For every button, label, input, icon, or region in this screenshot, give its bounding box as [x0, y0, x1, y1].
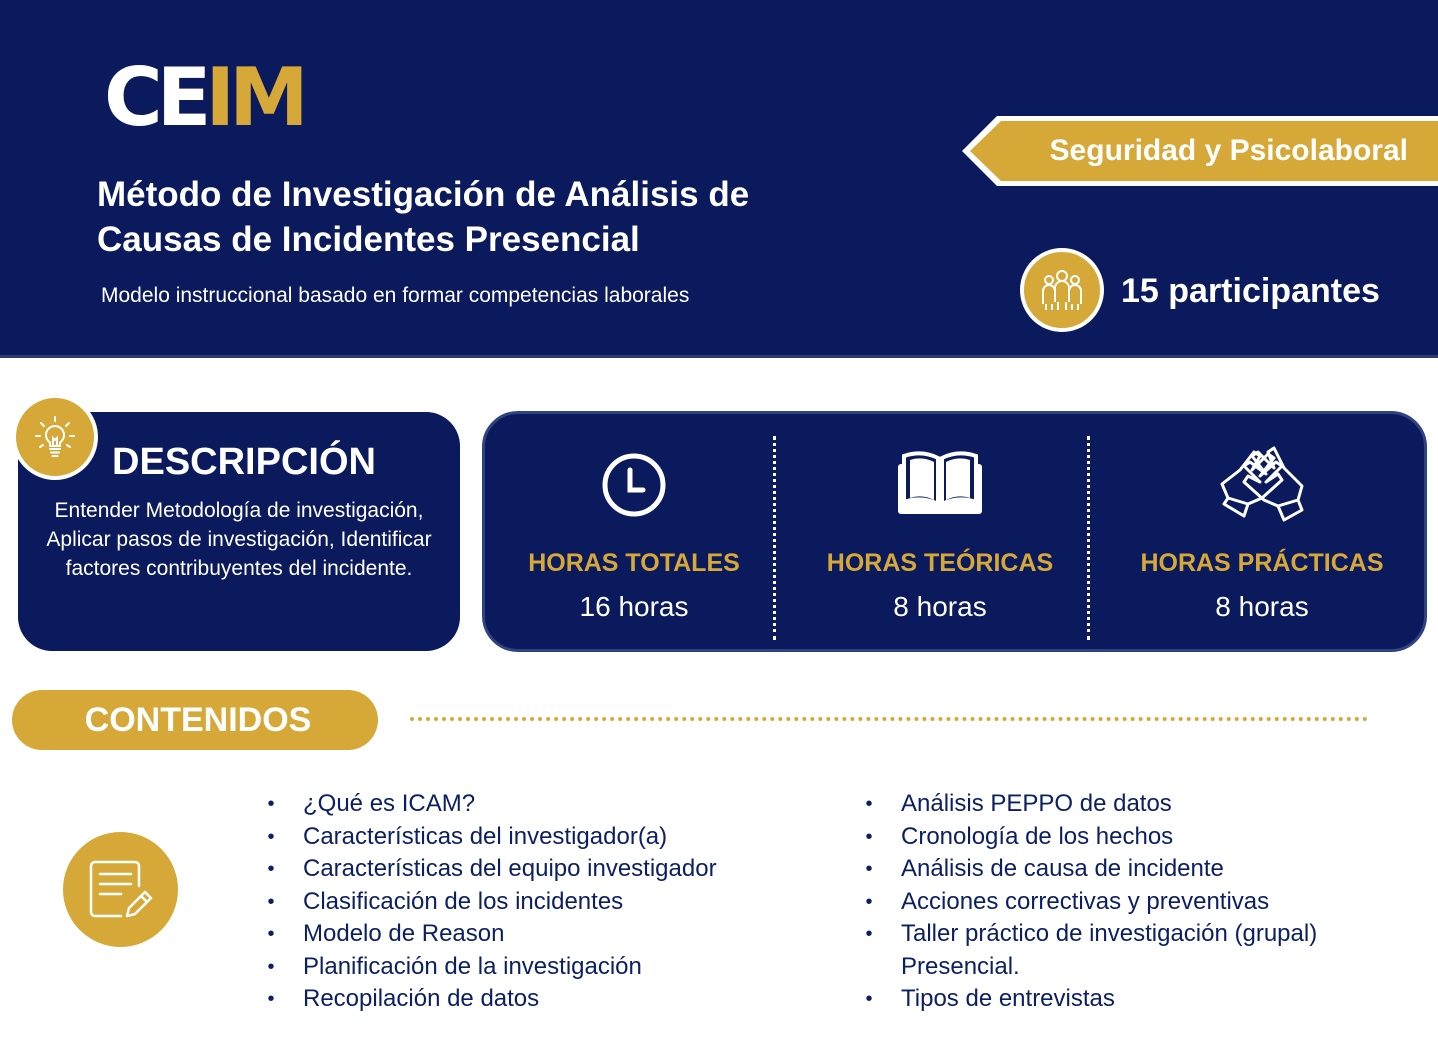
list-item: • Características del equipo investigador: [266, 853, 806, 886]
clock-icon: [484, 440, 784, 530]
hours-total-block: [484, 440, 784, 640]
contents-dotted-line: [410, 717, 1368, 721]
list-item: • Recopilación de datos: [266, 983, 806, 1016]
logo-part-ce: CE: [104, 51, 206, 144]
hands-icon: [1112, 440, 1412, 530]
category-tag: [962, 116, 1438, 186]
hours-practice-label: HORAS PRÁCTICAS: [1140, 549, 1384, 577]
list-item: • Modelo de Reason: [266, 918, 806, 951]
description-body: Entender Metodología de investigación, Aplicar pasos de investigación, Identificar factores contribuyentes del incidente.: [46, 499, 432, 580]
open-book-icon: [790, 440, 1090, 530]
hours-practice-value: 8 horas: [1215, 591, 1309, 622]
hours-theory-block: [790, 440, 1090, 640]
hours-total-value: 16 horas: [579, 591, 689, 622]
description-title: DESCRIPCIÓN: [112, 441, 376, 483]
list-item: • Características del investigador(a): [266, 821, 806, 854]
contents-list-right: [864, 788, 1424, 1016]
list-item: • Análisis PEPPO de datos: [864, 788, 1424, 821]
contents-list-left: [266, 788, 806, 1016]
course-title: Método de Investigación de Análisis de Causas de Incidentes Presencial: [97, 175, 750, 259]
group-people-icon: [1020, 248, 1104, 332]
header-divider: [0, 355, 1438, 358]
list-item: • Tipos de entrevistas: [864, 983, 1424, 1016]
hours-theory-label: HORAS TEÓRICAS: [826, 549, 1054, 577]
contents-title: CONTENIDOS: [84, 701, 312, 739]
list-item: • Análisis de causa de incidente: [864, 853, 1424, 886]
category-label: Seguridad y Psicolaboral: [1049, 134, 1408, 167]
ceim-logo: [104, 51, 303, 144]
list-item: • Acciones correctivas y preventivas: [864, 886, 1424, 919]
list-item: • ¿Qué es ICAM?: [266, 788, 806, 821]
list-item: • Clasificación de los incidentes: [266, 886, 806, 919]
logo-part-im: IM: [205, 51, 303, 144]
list-item: • Taller práctico de investigación (grupal) Presencial.: [864, 918, 1424, 983]
hours-total-label: HORAS TOTALES: [528, 549, 740, 577]
hours-theory-value: 8 horas: [893, 591, 987, 622]
list-item: • Planificación de la investigación: [266, 951, 806, 984]
list-item: • Cronología de los hechos: [864, 821, 1424, 854]
contents-header: [12, 690, 378, 750]
course-subtitle: Modelo instruccional basado en formar competencias laborales: [101, 284, 690, 307]
document-edit-icon: [63, 832, 178, 947]
hours-practice-block: [1112, 440, 1412, 640]
participants-count: 15 participantes: [1121, 272, 1380, 310]
